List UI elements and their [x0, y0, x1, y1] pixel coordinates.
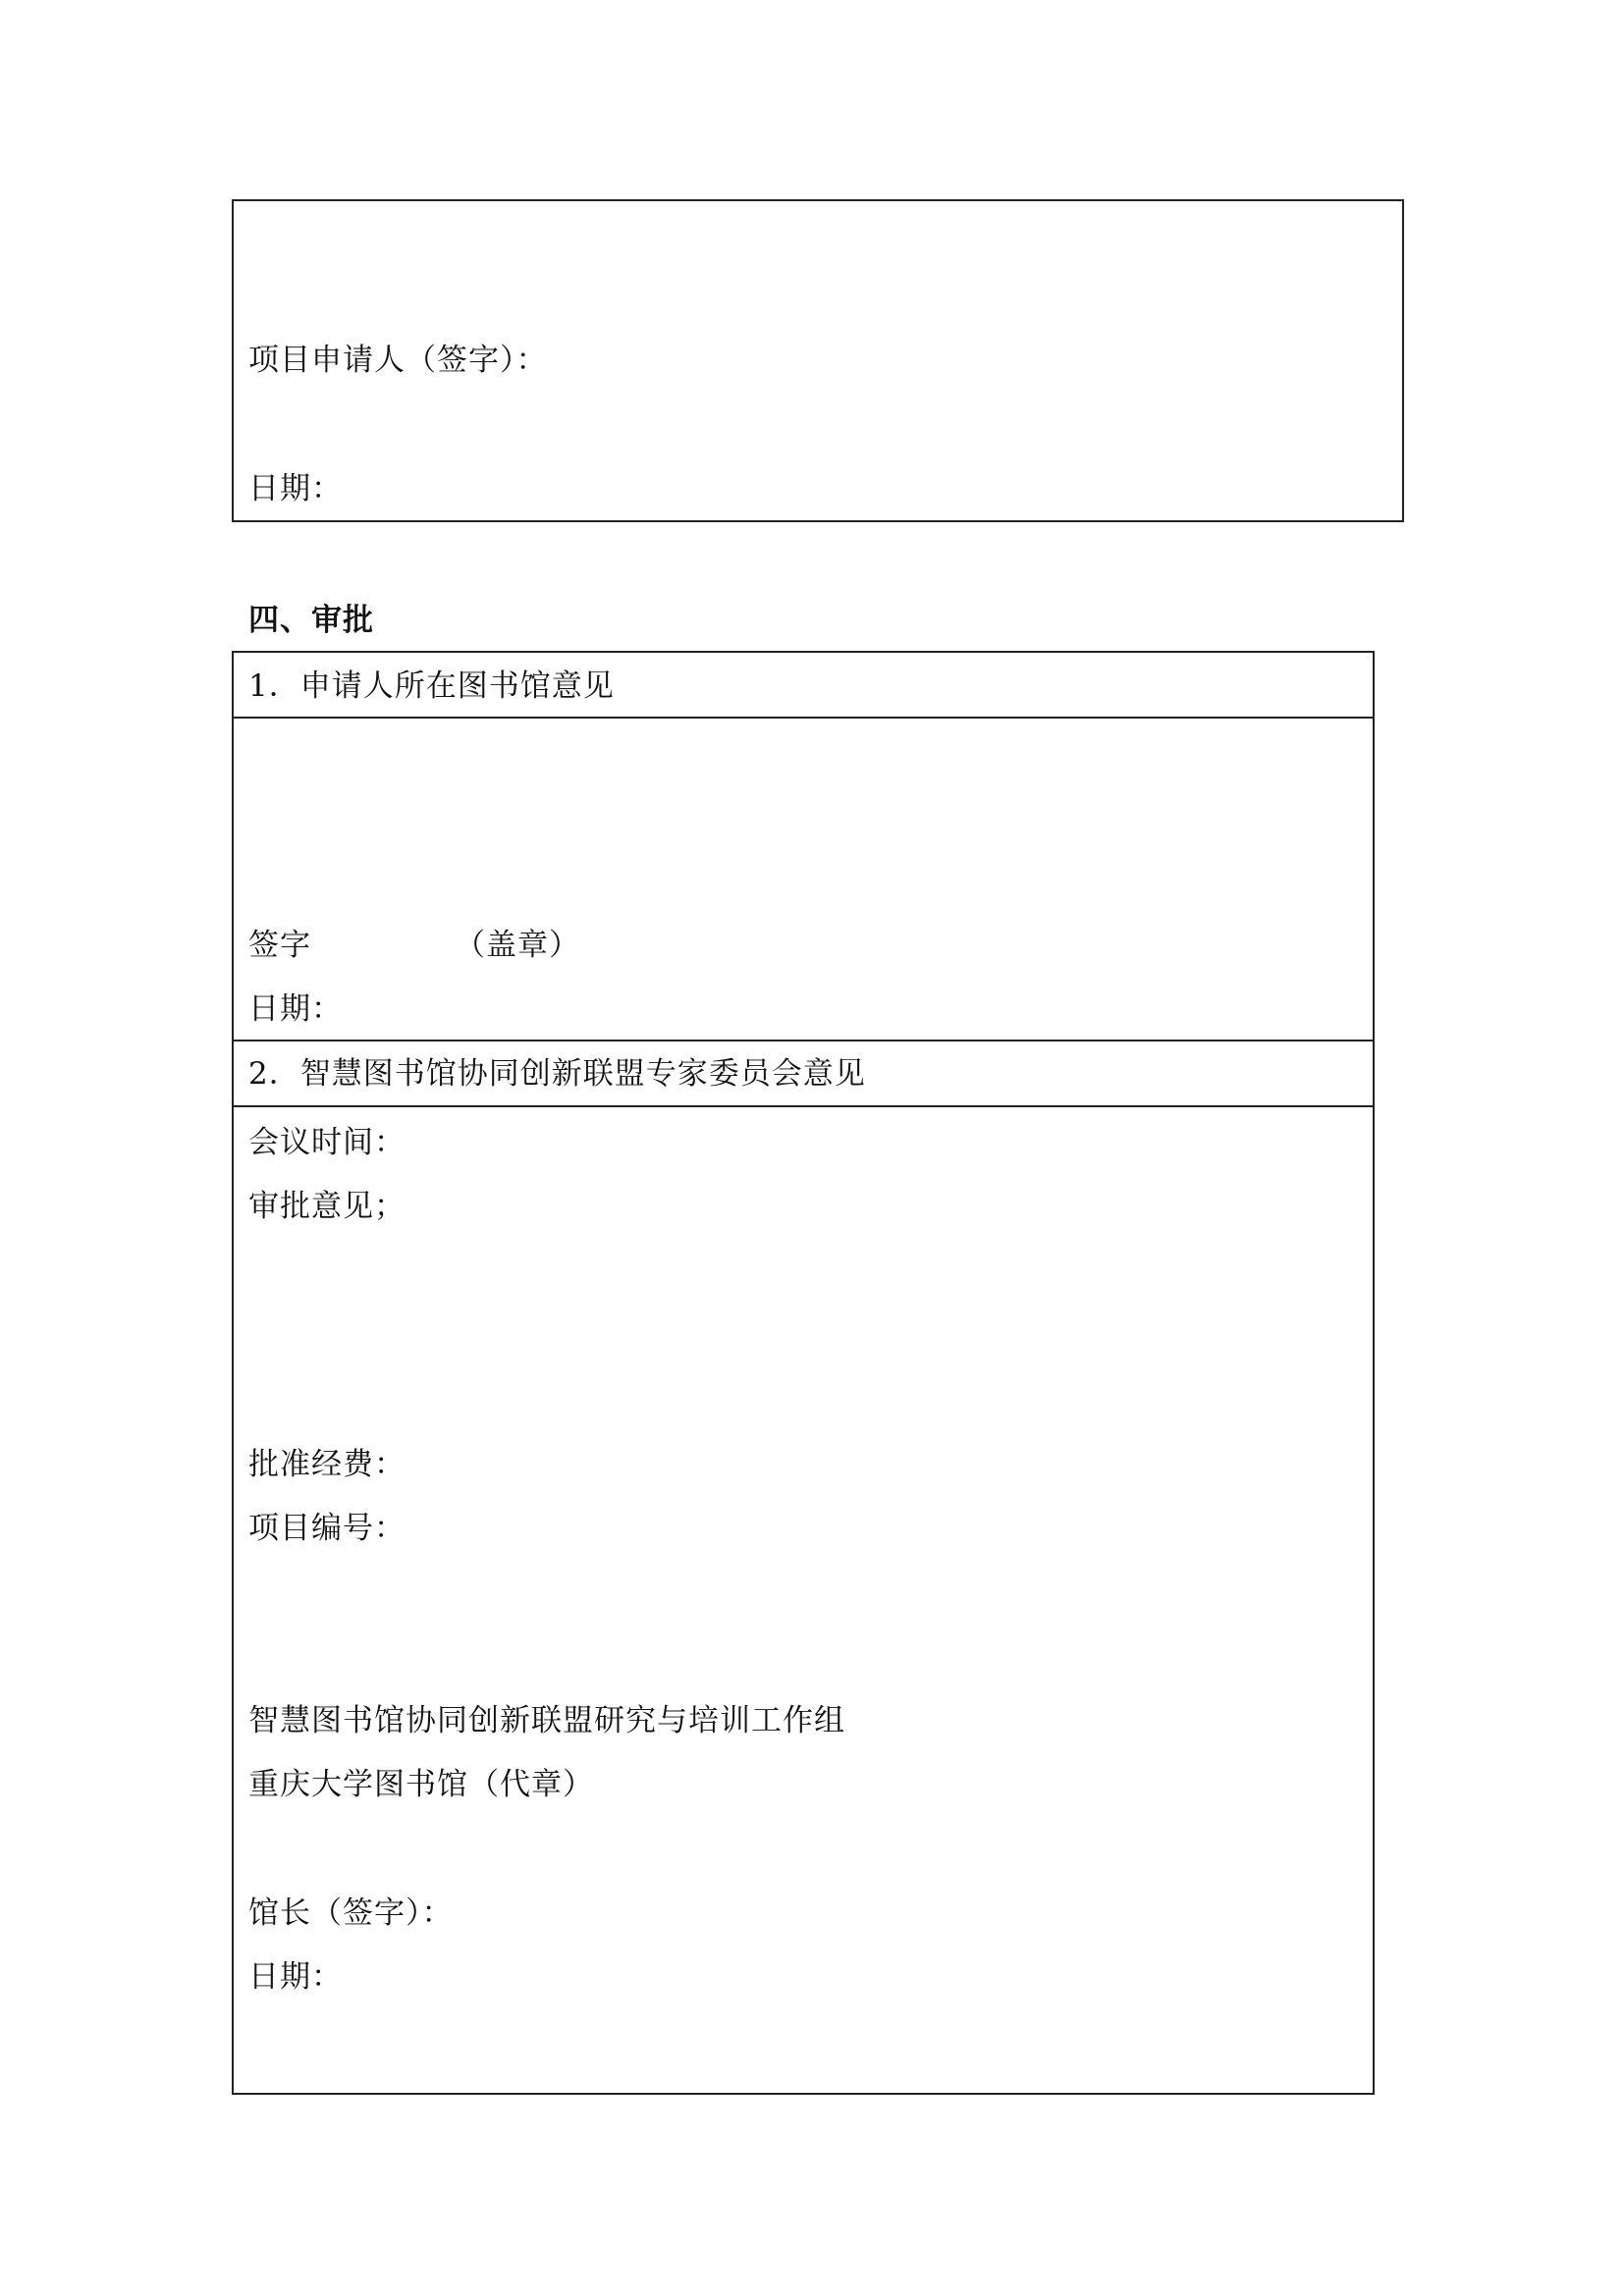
expert-committee-opinion-title: 2．智慧图书馆协同创新联盟专家委员会意见: [248, 1056, 866, 1092]
meeting-time-label: 会议时间：: [248, 1125, 406, 1160]
section-heading-approval: 四、审批: [248, 603, 374, 638]
approval-table: [232, 651, 1375, 2095]
committee-date-label: 日期：: [248, 1959, 343, 1995]
organization-name-line1: 智慧图书馆协同创新联盟研究与培训工作组: [248, 1703, 845, 1738]
applicant-signature-label: 项目申请人（签字）：: [248, 343, 548, 378]
library-opinion-title: 1．申请人所在图书馆意见: [248, 668, 615, 704]
library-sign-label: 签字: [248, 928, 311, 963]
applicant-date-label: 日期：: [248, 471, 343, 507]
approval-table-divider: [232, 1105, 1375, 1107]
project-number-label: 项目编号：: [248, 1511, 406, 1546]
approval-table-divider: [232, 1040, 1375, 1041]
approval-opinion-label: 审批意见；: [248, 1189, 406, 1224]
organization-name-line2: 重庆大学图书馆（代章）: [248, 1767, 594, 1802]
approved-funding-label: 批准经费：: [248, 1447, 406, 1482]
library-seal-label: （盖章）: [455, 928, 580, 963]
approval-table-divider: [232, 717, 1375, 719]
director-signature-label: 馆长（签字）：: [248, 1896, 454, 1931]
library-date-label: 日期：: [248, 991, 343, 1027]
